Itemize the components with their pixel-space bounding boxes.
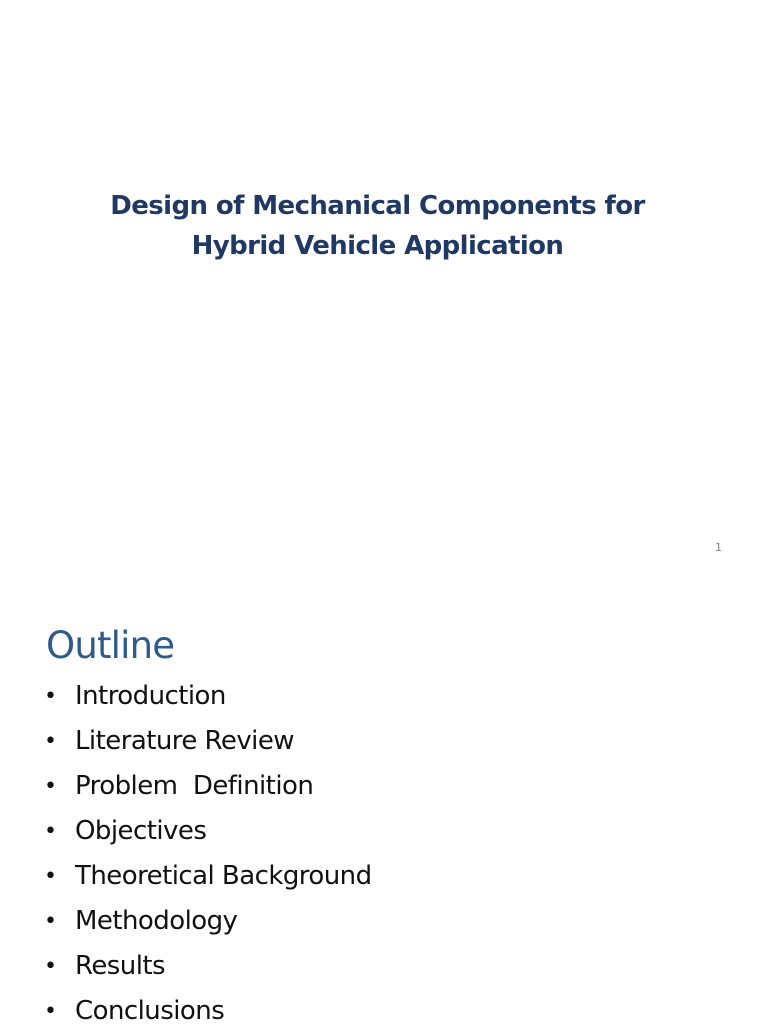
bullet-icon: •: [44, 954, 57, 979]
list-item: [44, 854, 372, 899]
list-item: [44, 944, 372, 989]
bullet-icon: •: [44, 684, 57, 709]
slide-number: 1: [715, 541, 722, 554]
list-item-label: Methodology: [75, 906, 238, 936]
slide-title: [0, 186, 755, 266]
list-item-label: Conclusions: [75, 996, 225, 1024]
list-item-label: Theoretical Background: [75, 861, 372, 891]
list-item-label: Problem Definition: [75, 771, 314, 801]
list-item: [44, 899, 372, 944]
list-item: [44, 764, 372, 809]
outline-heading: Outline: [46, 624, 175, 667]
list-item: [44, 809, 372, 854]
list-item: [44, 719, 372, 764]
list-item: [44, 674, 372, 719]
list-item: [44, 989, 372, 1024]
bullet-icon: •: [44, 864, 57, 889]
bullet-icon: •: [44, 819, 57, 844]
list-item-label: Literature Review: [75, 726, 294, 756]
bullet-icon: •: [44, 909, 57, 934]
bullet-icon: •: [44, 729, 57, 754]
slide-title-line-1: Design of Mechanical Components for: [110, 191, 645, 221]
bullet-icon: •: [44, 774, 57, 799]
list-item-label: Objectives: [75, 816, 207, 846]
outline-list: [44, 674, 372, 1024]
bullet-icon: •: [44, 999, 57, 1024]
slide-title-line-2: Hybrid Vehicle Application: [191, 231, 564, 261]
list-item-label: Results: [75, 951, 166, 981]
list-item-label: Introduction: [75, 681, 226, 711]
